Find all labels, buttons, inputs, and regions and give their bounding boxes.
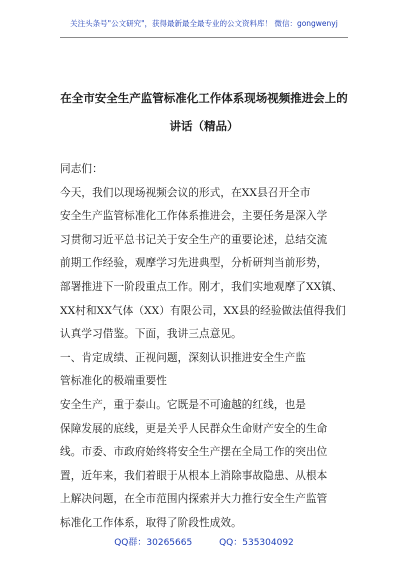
body-line: 同志们：	[60, 163, 103, 175]
section-heading-line: 一、肯定成绩、正视问题，深刻认识推进安全生产监	[60, 351, 306, 364]
document-body	[60, 158, 350, 536]
body-line: 安全生产，重于泰山。它既是不可逾越的红线，也是	[60, 398, 306, 411]
footer-contact	[0, 535, 408, 548]
body-line: 上解决问题，在全市范围内探索并大力推行安全生产监管	[60, 493, 328, 506]
body-line: 习贯彻习近平总书记关于安全生产的重要论述，总结交流	[60, 233, 328, 246]
body-line: XX村和XX气体（XX）有限公司，XX县的经验做法值得我们	[60, 304, 346, 317]
body-line: 部署推进下一阶段重点工作。刚才，我们实地观摩了XX镇、	[60, 280, 343, 293]
body-line: 今天，我们以现场视频会议的形式，在XX县召开全市	[60, 186, 311, 199]
footer-qq: QQ：535304092	[219, 538, 294, 548]
section-heading-line: 管标准化的极端重要性	[60, 375, 167, 388]
body-line: 线。市委、市政府始终将安全生产摆在全局工作的突出位	[60, 446, 328, 459]
footer-qq-group: QQ群：30265665	[114, 538, 193, 548]
body-line: 认真学习借鉴。下面，我讲三点意见。	[60, 328, 242, 341]
header-divider	[60, 37, 348, 38]
body-line: 置，近年来，我们着眼于从根本上消除事故隐患、从根本	[60, 469, 328, 482]
header-note: 关注头条号"公文研究"，获得最新最全最专业的公文资料库！ 微信：gongwenyj	[70, 19, 338, 28]
document-title: 在全市安全生产监管标准化工作体系现场视频推进会上的	[60, 91, 348, 105]
body-line: 标准化工作体系，取得了阶段性成效。	[60, 516, 242, 529]
body-line: 保障发展的底线，更是关乎人民群众生命财产安全的生命	[60, 422, 328, 435]
body-line: 安全生产监管标准化工作体系推进会，主要任务是深入学	[60, 210, 328, 223]
body-line: 前期工作经验，观摩学习先进典型，分析研判当前形势，	[60, 257, 328, 270]
document-subtitle: 讲话（精品）	[169, 119, 239, 133]
